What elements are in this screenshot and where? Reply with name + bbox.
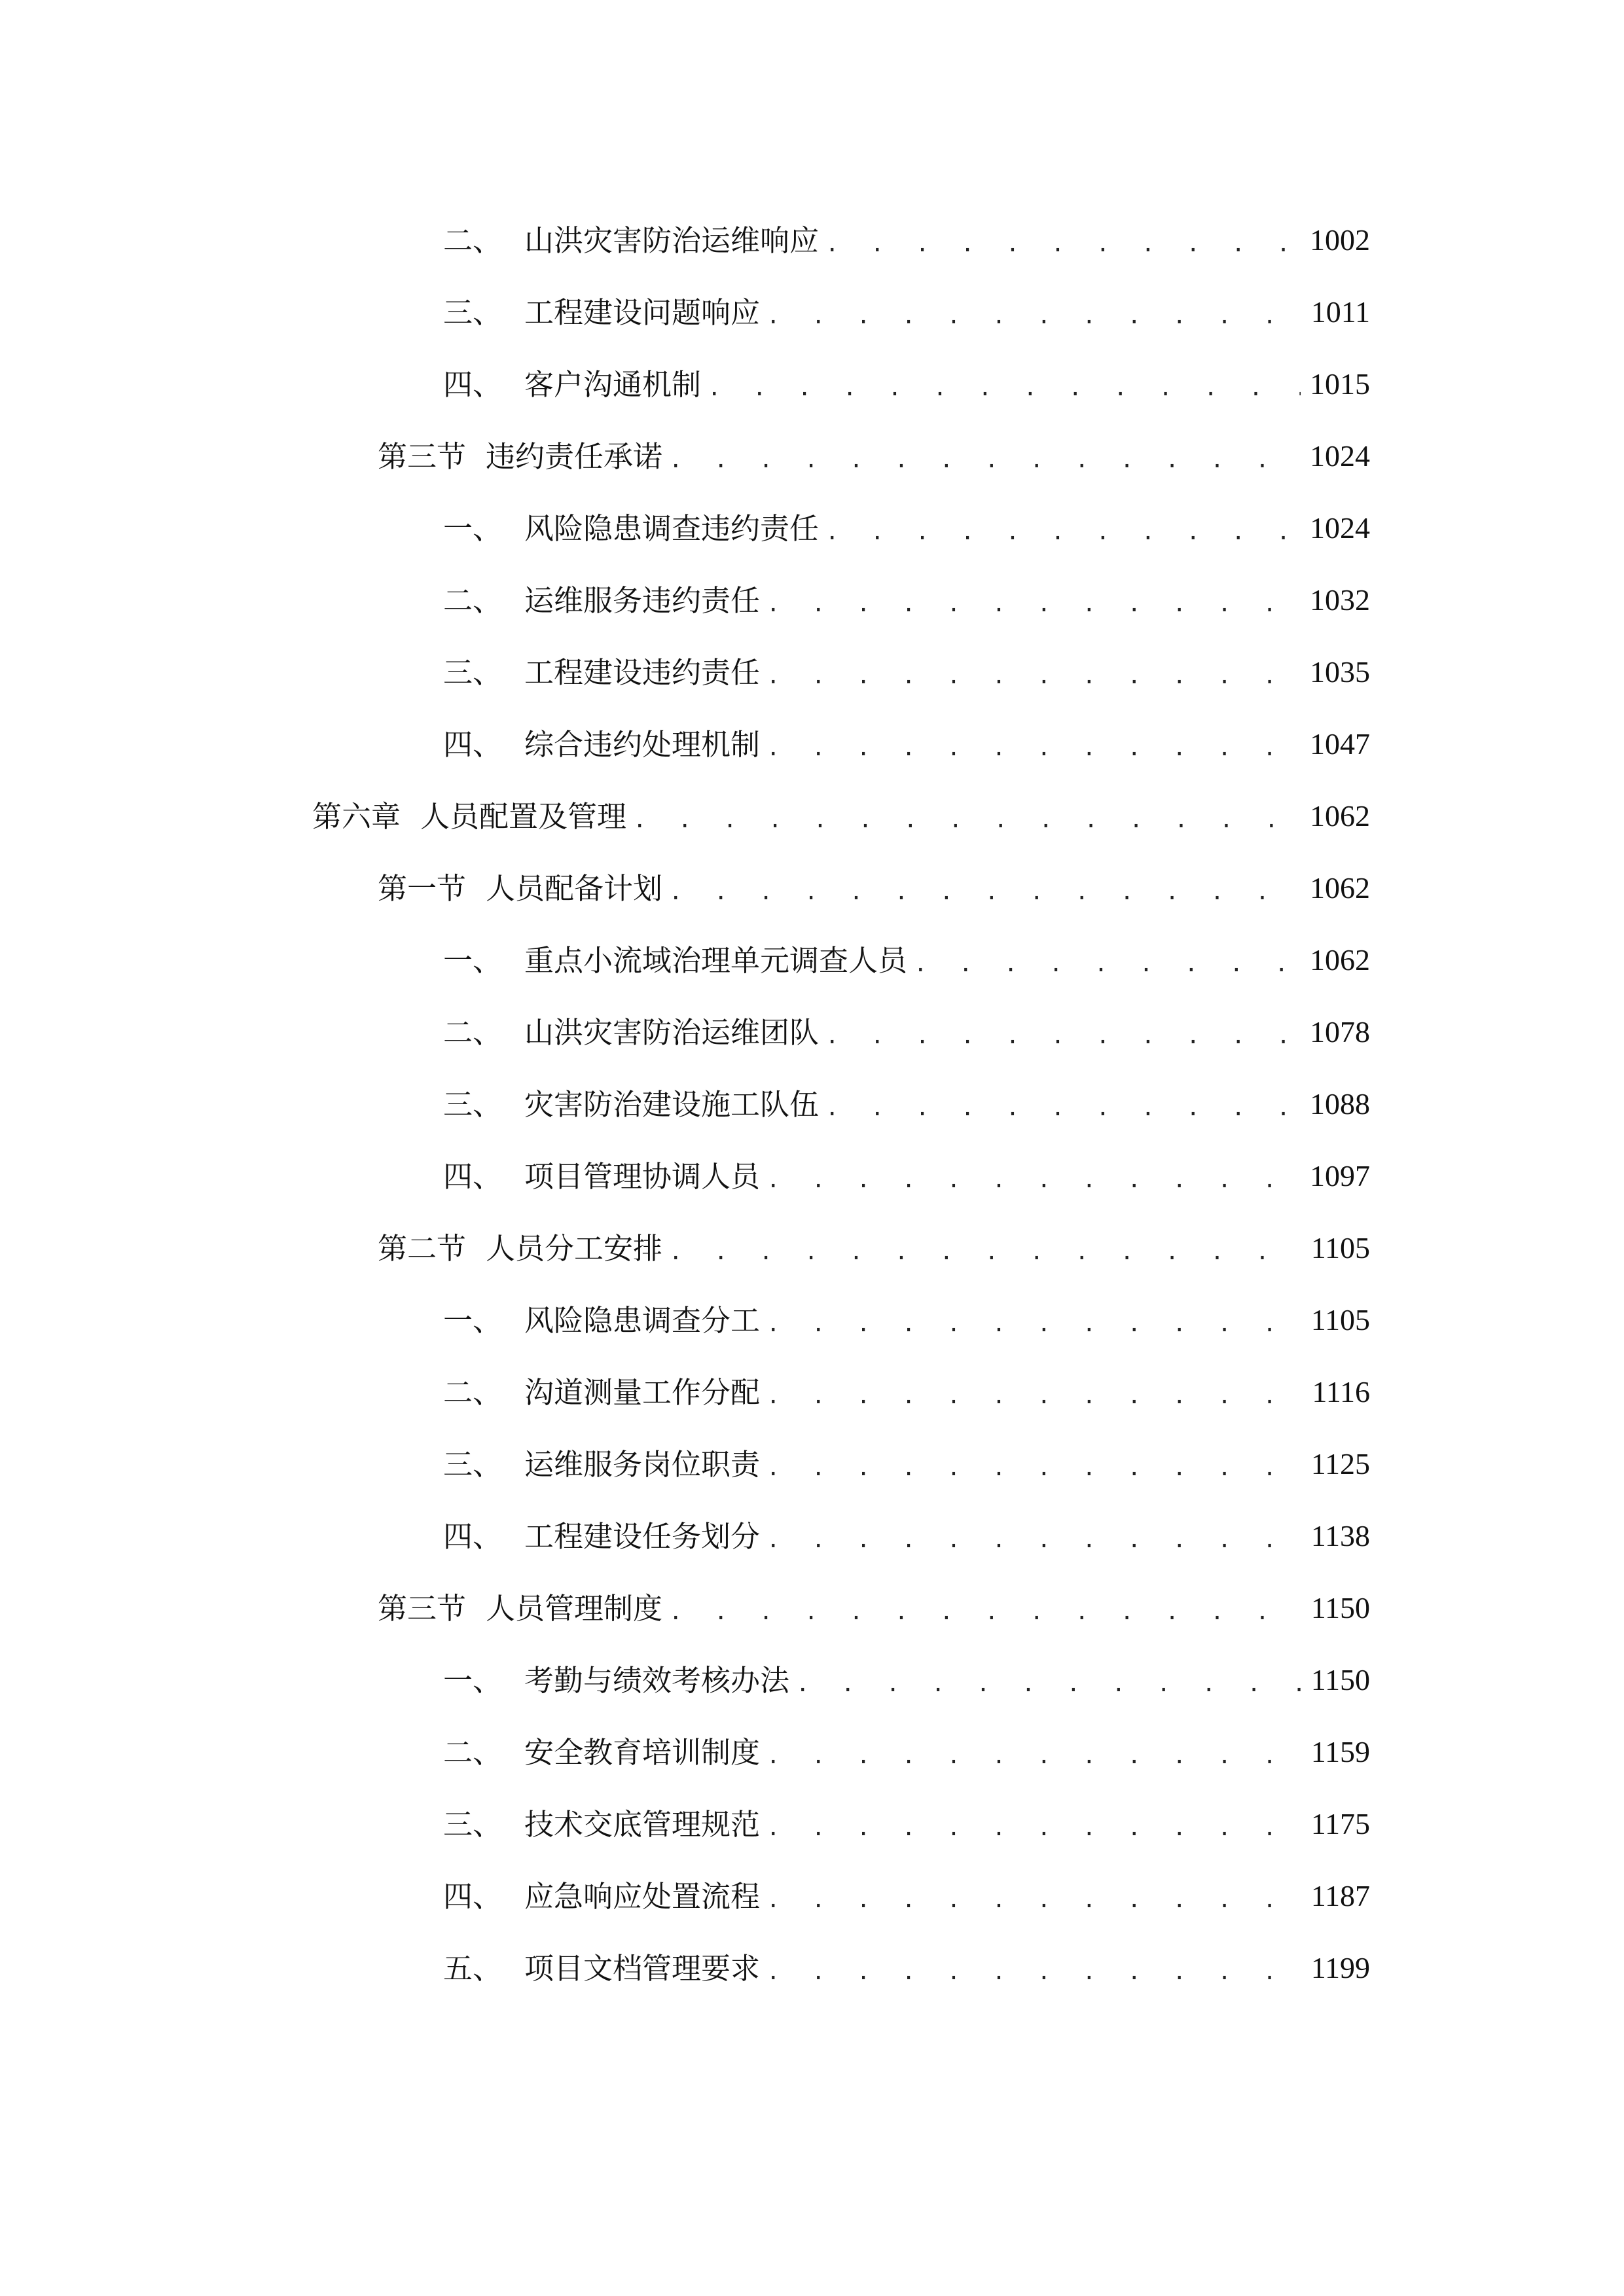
dot-leader	[767, 305, 1302, 327]
toc-entry-title: 风险隐患调查违约责任	[524, 511, 820, 546]
toc-entry-title: 工程建设任务划分	[524, 1519, 761, 1554]
toc-entry[interactable]	[443, 563, 1370, 618]
toc-entry-page: 1062	[1310, 871, 1370, 905]
toc-entry-number: 四、	[443, 367, 503, 402]
dot-leader	[767, 593, 1301, 615]
toc-entry[interactable]	[443, 275, 1370, 330]
toc-entry-page: 1002	[1310, 223, 1370, 257]
toc-entry[interactable]	[443, 347, 1370, 402]
toc-entry-title: 应急响应处置流程	[524, 1879, 761, 1914]
dot-leader	[669, 1241, 1302, 1263]
dot-leader	[767, 1313, 1302, 1335]
toc-entry[interactable]	[443, 635, 1370, 690]
dot-leader	[825, 233, 1301, 255]
dot-leader	[825, 1025, 1301, 1047]
toc-entry[interactable]	[443, 923, 1370, 978]
dot-leader	[708, 377, 1301, 399]
toc-entry-number: 二、	[443, 223, 503, 258]
toc-entry[interactable]	[443, 1355, 1370, 1410]
toc-entry-page: 1015	[1310, 367, 1370, 401]
toc-entry-page: 1116	[1312, 1375, 1370, 1408]
toc-entry-number: 二、	[443, 1375, 503, 1410]
toc-entry-title: 重点小流域治理单元调查人员	[524, 943, 908, 978]
dot-leader	[796, 1673, 1302, 1695]
toc-entry-page: 1138	[1310, 1519, 1370, 1552]
toc-entry-number: 三、	[443, 655, 503, 690]
toc-entry-page: 1187	[1310, 1879, 1370, 1912]
toc-entry-page: 1062	[1310, 943, 1370, 977]
toc-entry[interactable]	[443, 1787, 1370, 1842]
toc-entry-number: 二、	[443, 1015, 503, 1050]
toc-entry-title: 运维服务违约责任	[524, 583, 761, 618]
dot-leader	[767, 1169, 1301, 1191]
toc-entry-page: 1011	[1310, 295, 1370, 329]
toc-entry-title: 人员分工安排	[486, 1231, 663, 1266]
toc-entry-page: 1150	[1310, 1591, 1370, 1624]
toc-entry-number: 第二节	[378, 1231, 467, 1266]
toc-entry-number: 一、	[443, 511, 503, 546]
toc-entry-page: 1047	[1310, 727, 1370, 761]
toc-entry-title: 项目管理协调人员	[524, 1159, 761, 1194]
toc-entry-page: 1105	[1310, 1231, 1370, 1265]
toc-entry-title: 客户沟通机制	[524, 367, 702, 402]
toc-entry-page: 1024	[1310, 439, 1370, 473]
dot-leader	[669, 449, 1301, 471]
dot-leader	[767, 737, 1301, 759]
toc-entry-page: 1150	[1310, 1663, 1370, 1696]
toc-entry[interactable]	[312, 779, 1370, 834]
toc-entry-page: 1125	[1310, 1447, 1370, 1480]
toc-entry[interactable]	[443, 1715, 1370, 1770]
toc-entry-title: 运维服务岗位职责	[524, 1447, 761, 1482]
toc-entry-title: 人员配备计划	[486, 871, 663, 906]
dot-leader	[767, 1385, 1303, 1407]
toc-entry-page: 1024	[1310, 511, 1370, 545]
dot-leader	[767, 1889, 1302, 1911]
toc-entry-page: 1088	[1310, 1087, 1370, 1121]
toc-entry[interactable]	[443, 707, 1370, 762]
toc-entry-title: 山洪灾害防治运维团队	[524, 1015, 820, 1050]
toc-entry-page: 1105	[1310, 1303, 1370, 1336]
dot-leader	[914, 953, 1301, 975]
toc-entry-title: 工程建设问题响应	[524, 295, 761, 330]
dot-leader	[767, 1817, 1302, 1839]
toc-entry-number: 五、	[443, 1951, 503, 1986]
dot-leader	[825, 1097, 1301, 1119]
toc-entry[interactable]	[443, 1067, 1370, 1122]
toc-entry-number: 四、	[443, 1159, 503, 1194]
toc-entry-number: 二、	[443, 583, 503, 618]
toc-entry-number: 第三节	[378, 1591, 467, 1626]
dot-leader	[767, 1961, 1302, 1983]
toc-entry-page: 1078	[1310, 1015, 1370, 1049]
toc-entry-number: 四、	[443, 727, 503, 762]
toc-entry[interactable]	[443, 1859, 1370, 1914]
toc-entry[interactable]	[443, 203, 1370, 258]
toc-entry-number: 一、	[443, 1663, 503, 1698]
toc-entry-number: 三、	[443, 1807, 503, 1842]
toc-entry-page: 1062	[1310, 799, 1370, 833]
dot-leader	[669, 881, 1301, 903]
toc-entry-title: 山洪灾害防治运维响应	[524, 223, 820, 258]
toc-entry-number: 三、	[443, 1087, 503, 1122]
toc-entry-title: 人员管理制度	[486, 1591, 663, 1626]
toc-entry[interactable]	[378, 1571, 1370, 1626]
toc-entry-number: 三、	[443, 295, 503, 330]
dot-leader	[767, 1529, 1302, 1551]
toc-entry-page: 1035	[1310, 655, 1370, 689]
dot-leader	[669, 1601, 1302, 1623]
toc-entry-title: 安全教育培训制度	[524, 1735, 761, 1770]
toc-entry-number: 一、	[443, 943, 503, 978]
toc-entry-number: 四、	[443, 1519, 503, 1554]
toc-entry[interactable]	[443, 1499, 1370, 1554]
toc-entry-title: 技术交底管理规范	[524, 1807, 761, 1842]
toc-entry-title: 考勤与绩效考核办法	[524, 1663, 790, 1698]
toc-entry-page: 1097	[1310, 1159, 1370, 1193]
toc-entry[interactable]	[443, 1283, 1370, 1338]
dot-leader	[767, 1457, 1302, 1479]
toc-entry[interactable]	[443, 491, 1370, 546]
toc-entry-page: 1175	[1310, 1807, 1370, 1840]
toc-entry[interactable]	[443, 1139, 1370, 1194]
toc-entry-title: 违约责任承诺	[486, 439, 663, 474]
toc-entry-page: 1199	[1310, 1951, 1370, 1984]
toc-entry-number: 三、	[443, 1447, 503, 1482]
toc-entry[interactable]	[443, 995, 1370, 1050]
toc-entry-title: 人员配置及管理	[420, 799, 627, 834]
toc-entry-page: 1032	[1310, 583, 1370, 617]
dot-leader	[767, 1745, 1302, 1767]
toc-entry-number: 第一节	[378, 871, 467, 906]
toc-entry[interactable]	[443, 1931, 1370, 1986]
toc-entry-number: 一、	[443, 1303, 503, 1338]
toc-entry-number: 第六章	[312, 799, 401, 834]
toc-entry-number: 第三节	[378, 439, 467, 474]
toc-entry[interactable]	[443, 1427, 1370, 1482]
toc-entry[interactable]	[378, 1211, 1370, 1266]
toc-entry-title: 灾害防治建设施工队伍	[524, 1087, 820, 1122]
toc-entry[interactable]	[443, 1643, 1370, 1698]
toc-entry-title: 项目文档管理要求	[524, 1951, 761, 1986]
toc-entry-title: 沟道测量工作分配	[524, 1375, 761, 1410]
toc-entry-number: 四、	[443, 1879, 503, 1914]
dot-leader	[633, 809, 1301, 831]
toc-entry-page: 1159	[1310, 1735, 1370, 1768]
toc-entry[interactable]	[378, 851, 1370, 906]
toc-entry-title: 风险隐患调查分工	[524, 1303, 761, 1338]
toc-entry-title: 工程建设违约责任	[524, 655, 761, 690]
toc-entry-title: 综合违约处理机制	[524, 727, 761, 762]
dot-leader	[767, 665, 1301, 687]
toc-entry[interactable]	[378, 419, 1370, 474]
toc-entry-number: 二、	[443, 1735, 503, 1770]
dot-leader	[825, 521, 1301, 543]
